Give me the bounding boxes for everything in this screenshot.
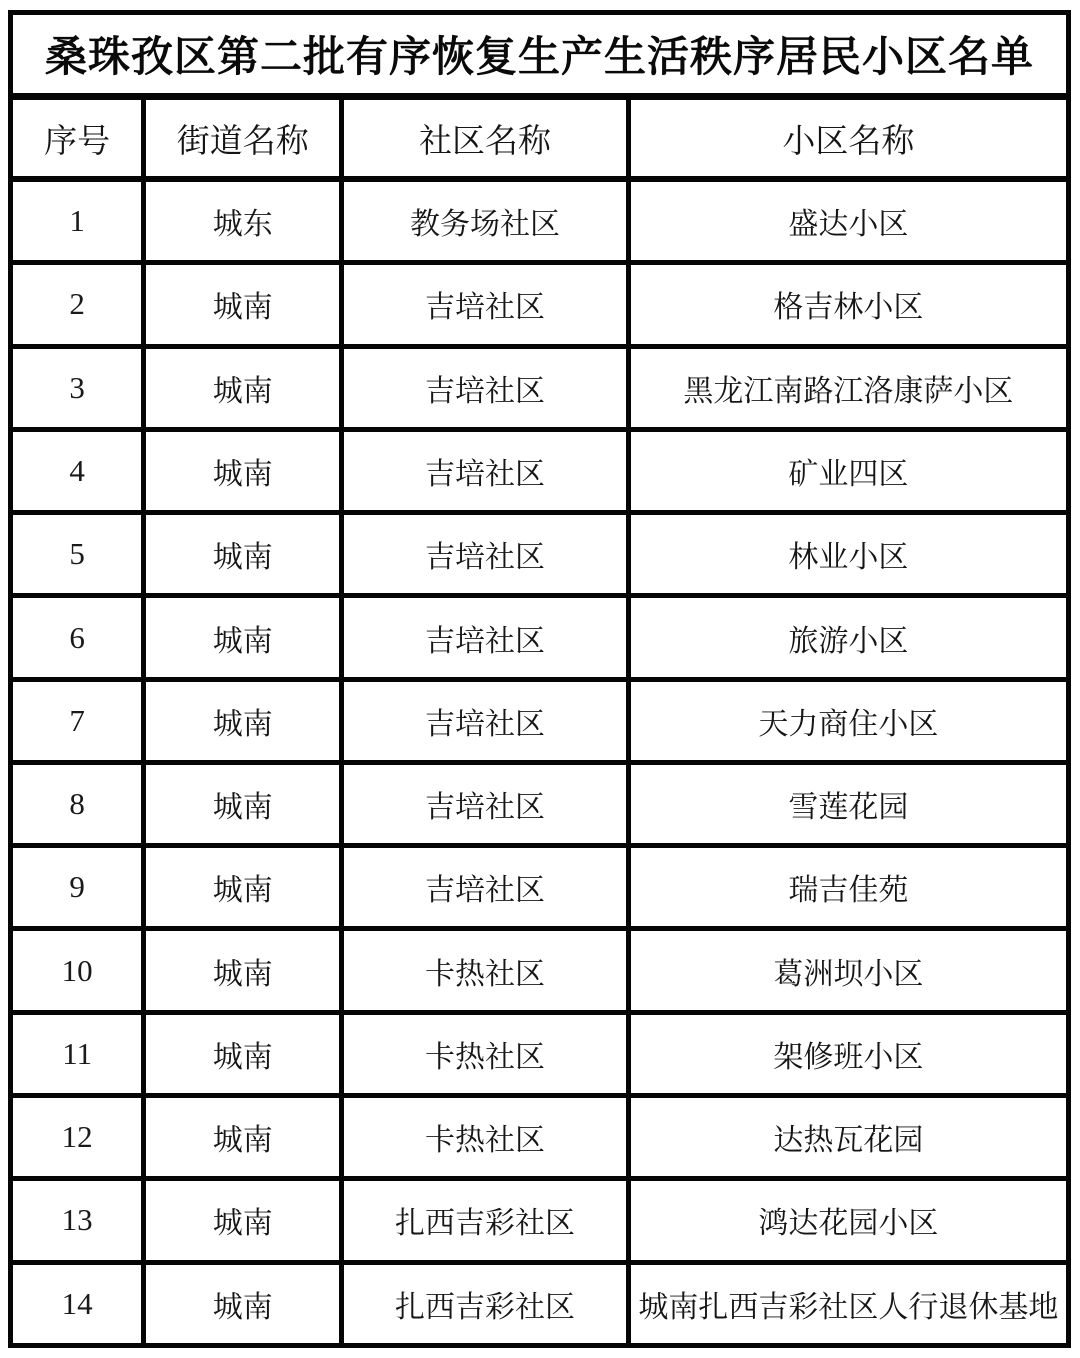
cell-index: 12 <box>11 1096 144 1179</box>
cell-index: 10 <box>11 929 144 1012</box>
cell-street-name: 城东 <box>144 179 342 263</box>
cell-street-name: 城南 <box>144 346 342 429</box>
cell-index: 7 <box>11 679 144 762</box>
cell-compound-name: 鸿达花园小区 <box>628 1179 1068 1262</box>
table-row <box>11 762 1069 845</box>
table-title: 桑珠孜区第二批有序恢复生产生活秩序居民小区名单 <box>11 13 1069 97</box>
cell-compound-name: 葛洲坝小区 <box>628 929 1068 1012</box>
cell-street-name: 城南 <box>144 762 342 845</box>
cell-street-name: 城南 <box>144 679 342 762</box>
cell-community-name: 扎西吉彩社区 <box>342 1262 629 1345</box>
cell-community-name: 吉培社区 <box>342 346 629 429</box>
table-row <box>11 1262 1069 1345</box>
cell-compound-name: 天力商住小区 <box>628 679 1068 762</box>
community-roster-table <box>8 10 1071 1348</box>
table-row <box>11 929 1069 1012</box>
table-body <box>11 179 1069 1346</box>
cell-street-name: 城南 <box>144 429 342 512</box>
cell-index: 8 <box>11 762 144 845</box>
table-title-row <box>11 13 1069 97</box>
cell-community-name: 吉培社区 <box>342 846 629 929</box>
cell-community-name: 卡热社区 <box>342 929 629 1012</box>
cell-index: 4 <box>11 429 144 512</box>
cell-street-name: 城南 <box>144 1262 342 1345</box>
cell-compound-name: 瑞吉佳苑 <box>628 846 1068 929</box>
cell-compound-name: 黑龙江南路江洛康萨小区 <box>628 346 1068 429</box>
cell-compound-name: 雪莲花园 <box>628 762 1068 845</box>
cell-community-name: 吉培社区 <box>342 263 629 346</box>
cell-community-name: 卡热社区 <box>342 1096 629 1179</box>
cell-index: 5 <box>11 513 144 596</box>
cell-street-name: 城南 <box>144 1012 342 1095</box>
cell-street-name: 城南 <box>144 513 342 596</box>
column-header-community-name: 社区名称 <box>342 97 629 180</box>
cell-compound-name: 旅游小区 <box>628 596 1068 679</box>
cell-community-name: 扎西吉彩社区 <box>342 1179 629 1262</box>
table-row <box>11 1012 1069 1095</box>
cell-street-name: 城南 <box>144 929 342 1012</box>
column-header-compound-name: 小区名称 <box>628 97 1068 180</box>
cell-index: 11 <box>11 1012 144 1095</box>
cell-index: 1 <box>11 179 144 263</box>
cell-community-name: 吉培社区 <box>342 679 629 762</box>
table-row <box>11 1179 1069 1262</box>
table-row <box>11 1096 1069 1179</box>
column-header-street-name: 街道名称 <box>144 97 342 180</box>
table-row <box>11 679 1069 762</box>
cell-compound-name: 矿业四区 <box>628 429 1068 512</box>
cell-street-name: 城南 <box>144 1096 342 1179</box>
cell-compound-name: 格吉林小区 <box>628 263 1068 346</box>
cell-community-name: 吉培社区 <box>342 513 629 596</box>
cell-index: 3 <box>11 346 144 429</box>
cell-street-name: 城南 <box>144 263 342 346</box>
cell-compound-name: 盛达小区 <box>628 179 1068 263</box>
table-row <box>11 263 1069 346</box>
cell-index: 13 <box>11 1179 144 1262</box>
cell-compound-name: 达热瓦花园 <box>628 1096 1068 1179</box>
cell-community-name: 卡热社区 <box>342 1012 629 1095</box>
cell-compound-name: 架修班小区 <box>628 1012 1068 1095</box>
cell-compound-name: 城南扎西吉彩社区人行退休基地 <box>628 1262 1068 1345</box>
cell-street-name: 城南 <box>144 846 342 929</box>
cell-index: 2 <box>11 263 144 346</box>
cell-community-name: 吉培社区 <box>342 429 629 512</box>
cell-index: 6 <box>11 596 144 679</box>
cell-compound-name: 林业小区 <box>628 513 1068 596</box>
cell-community-name: 吉培社区 <box>342 762 629 845</box>
table-row <box>11 346 1069 429</box>
cell-index: 9 <box>11 846 144 929</box>
cell-community-name: 教务场社区 <box>342 179 629 263</box>
column-header-index: 序号 <box>11 97 144 180</box>
cell-street-name: 城南 <box>144 596 342 679</box>
cell-street-name: 城南 <box>144 1179 342 1262</box>
table-header-row <box>11 97 1069 180</box>
cell-index: 14 <box>11 1262 144 1345</box>
table-row <box>11 846 1069 929</box>
table-row <box>11 429 1069 512</box>
table-row <box>11 179 1069 263</box>
table-row <box>11 596 1069 679</box>
cell-community-name: 吉培社区 <box>342 596 629 679</box>
table-row <box>11 513 1069 596</box>
